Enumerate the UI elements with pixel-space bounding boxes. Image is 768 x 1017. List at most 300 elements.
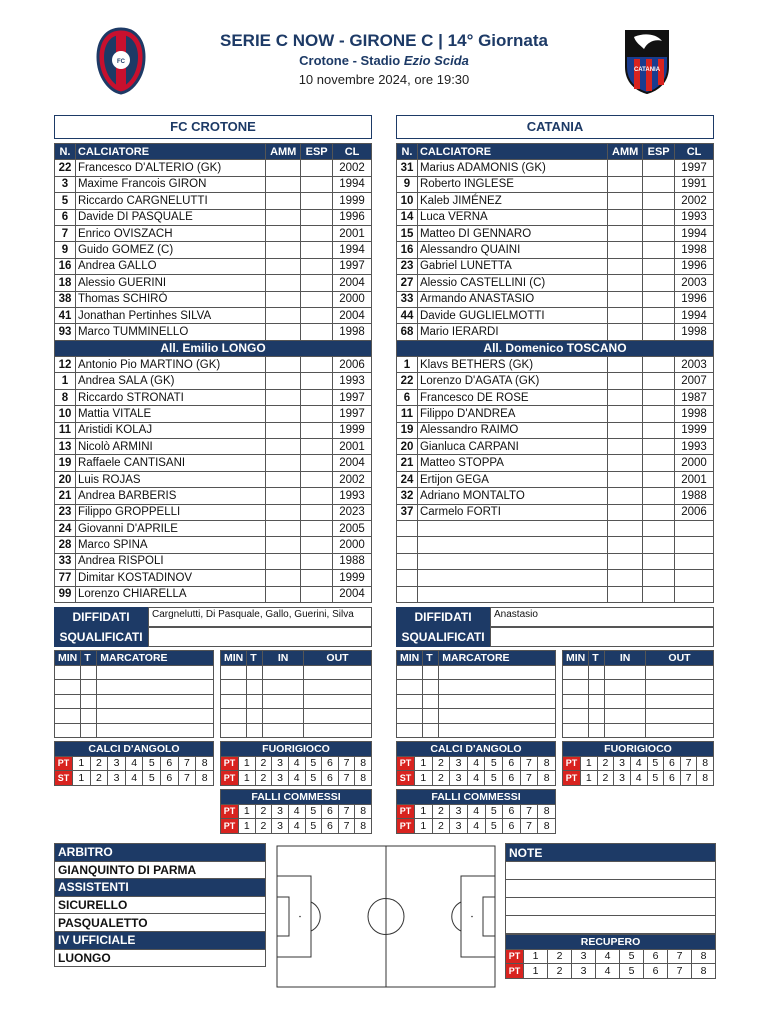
yellow-card-cell xyxy=(266,455,301,471)
col-marcatore: MARCATORE xyxy=(439,651,556,666)
player-number: 3 xyxy=(55,176,76,192)
count-cell: 5 xyxy=(485,804,503,819)
col-min: MIN xyxy=(563,651,589,666)
match-venue xyxy=(150,53,618,68)
player-row xyxy=(397,275,714,291)
player-name: Lorenzo CHIARELLA xyxy=(75,586,265,602)
yellow-card-cell xyxy=(608,307,643,323)
red-card-cell xyxy=(301,422,333,438)
count-cell: 5 xyxy=(143,771,161,786)
player-row xyxy=(397,422,714,438)
yellow-card-cell xyxy=(608,389,643,405)
count-cell: 1 xyxy=(415,819,433,834)
count-cell: 1 xyxy=(73,756,91,771)
away-diffidati-label: DIFFIDATI xyxy=(396,607,490,627)
count-cell: 8 xyxy=(538,771,556,786)
red-card-cell xyxy=(301,258,333,274)
yellow-card-cell xyxy=(266,357,301,373)
player-row xyxy=(55,291,372,307)
yellow-card-cell xyxy=(266,225,301,241)
player-number: 23 xyxy=(55,504,76,520)
home-diffidati-value: Cargnelutti, Di Pasquale, Gallo, Guerini, Silva xyxy=(148,607,372,627)
player-name: Klavs BETHERS (GK) xyxy=(417,357,607,373)
red-card-cell xyxy=(643,455,675,471)
player-name: Luis ROJAS xyxy=(75,471,265,487)
coach-row xyxy=(55,340,372,356)
birth-year xyxy=(675,586,714,602)
yellow-card-cell xyxy=(608,225,643,241)
player-name: Andrea GALLO xyxy=(75,258,265,274)
birth-year: 1994 xyxy=(675,307,714,323)
player-row xyxy=(55,422,372,438)
match-date: 10 novembre 2024, ore 19:30 xyxy=(298,72,470,87)
col-min: MIN xyxy=(55,651,81,666)
player-name xyxy=(417,570,607,586)
roster-header xyxy=(397,144,714,160)
away-goals-table xyxy=(396,650,556,738)
red-card-cell xyxy=(301,373,333,389)
col-t: T xyxy=(589,651,605,666)
player-number: 24 xyxy=(397,471,418,487)
iv-ufficiale-name: LUONGO xyxy=(55,949,266,967)
grid-title: FUORIGIOCO xyxy=(221,742,372,757)
count-cell: 4 xyxy=(596,964,620,979)
period-label: PT xyxy=(397,804,415,819)
red-card-cell xyxy=(301,193,333,209)
player-number: 44 xyxy=(397,307,418,323)
col-marcatore: MARCATORE xyxy=(97,651,214,666)
player-row xyxy=(397,193,714,209)
player-number: 41 xyxy=(55,307,76,323)
player-name xyxy=(417,553,607,569)
count-cell: 7 xyxy=(520,756,538,771)
birth-year: 2004 xyxy=(333,586,372,602)
yellow-card-cell xyxy=(608,586,643,602)
roster-header xyxy=(55,144,372,160)
birth-year: 1999 xyxy=(333,422,372,438)
grid-row xyxy=(563,756,714,771)
red-card-cell xyxy=(301,324,333,340)
player-row xyxy=(397,160,714,176)
player-row xyxy=(397,357,714,373)
red-card-cell xyxy=(301,471,333,487)
count-cell: 6 xyxy=(503,819,521,834)
player-number: 19 xyxy=(397,422,418,438)
birth-year: 2002 xyxy=(333,471,372,487)
col-min: MIN xyxy=(397,651,423,666)
match-title: SERIE C NOW - GIRONE C | 14° Giornata xyxy=(220,31,548,50)
yellow-card-cell xyxy=(266,160,301,176)
birth-year: 1998 xyxy=(333,324,372,340)
count-cell: 5 xyxy=(305,771,322,786)
player-name: Nicolò ARMINI xyxy=(75,439,265,455)
svg-text:FC: FC xyxy=(117,59,125,65)
birth-year: 1998 xyxy=(675,406,714,422)
count-cell: 6 xyxy=(322,756,339,771)
yellow-card-cell xyxy=(608,422,643,438)
count-cell: 1 xyxy=(524,964,548,979)
birth-year: 1998 xyxy=(675,324,714,340)
red-card-cell xyxy=(301,553,333,569)
player-row xyxy=(55,225,372,241)
red-card-cell xyxy=(301,586,333,602)
yellow-card-cell xyxy=(266,439,301,455)
red-card-cell xyxy=(301,357,333,373)
count-cell: 7 xyxy=(178,771,196,786)
away-squalificati-label: SQUALIFICATI xyxy=(396,627,490,647)
player-number: 15 xyxy=(397,225,418,241)
away-subs-table xyxy=(562,650,714,738)
player-row xyxy=(55,586,372,602)
count-cell: 3 xyxy=(272,771,289,786)
yellow-card-cell xyxy=(266,324,301,340)
player-number: 24 xyxy=(55,520,76,536)
col-number: N. xyxy=(55,144,76,160)
red-card-cell xyxy=(643,389,675,405)
home-team-name: FC CROTONE xyxy=(54,115,372,139)
col-in: IN xyxy=(605,651,646,666)
red-card-cell xyxy=(301,225,333,241)
player-number: 1 xyxy=(55,373,76,389)
player-row xyxy=(55,520,372,536)
count-cell: 6 xyxy=(644,949,668,964)
grid-row xyxy=(221,771,372,786)
grid-title-row xyxy=(221,742,372,757)
yellow-card-cell xyxy=(608,242,643,258)
red-card-cell xyxy=(301,406,333,422)
player-row xyxy=(55,209,372,225)
home-squalificati-label: SQUALIFICATI xyxy=(54,627,148,647)
count-cell: 1 xyxy=(524,949,548,964)
count-cell: 2 xyxy=(597,771,614,786)
player-name: Roberto INGLESE xyxy=(417,176,607,192)
player-number: 37 xyxy=(397,504,418,520)
red-card-cell xyxy=(643,160,675,176)
count-cell: 2 xyxy=(548,949,572,964)
player-name: Francesco DE ROSE xyxy=(417,389,607,405)
player-name: Davide DI PASQUALE xyxy=(75,209,265,225)
count-cell: 8 xyxy=(196,756,214,771)
player-row xyxy=(55,160,372,176)
count-cell: 4 xyxy=(630,771,647,786)
player-number: 22 xyxy=(397,373,418,389)
grid-row xyxy=(55,756,214,771)
away-squalificati-value xyxy=(490,627,714,647)
player-name xyxy=(417,586,607,602)
player-row xyxy=(55,307,372,323)
venue-prefix: Crotone - Stadio xyxy=(299,53,404,68)
col-cl: CL xyxy=(675,144,714,160)
col-player: CALCIATORE xyxy=(75,144,265,160)
red-card-cell xyxy=(643,258,675,274)
player-row xyxy=(397,488,714,504)
player-number: 33 xyxy=(55,553,76,569)
period-label: PT xyxy=(397,819,415,834)
birth-year: 1987 xyxy=(675,389,714,405)
player-number: 93 xyxy=(55,324,76,340)
coach-row xyxy=(397,340,714,356)
count-cell: 6 xyxy=(322,819,339,834)
player-name: Armando ANASTASIO xyxy=(417,291,607,307)
count-cell: 4 xyxy=(467,756,485,771)
grid-row xyxy=(397,804,556,819)
count-cell: 6 xyxy=(322,804,339,819)
yellow-card-cell xyxy=(266,570,301,586)
player-name: Alessio CASTELLINI (C) xyxy=(417,275,607,291)
yellow-card-cell xyxy=(608,373,643,389)
count-cell: 2 xyxy=(597,756,614,771)
yellow-card-cell xyxy=(608,209,643,225)
count-cell: 7 xyxy=(338,819,355,834)
col-amm: AMM xyxy=(266,144,301,160)
grid-row xyxy=(55,771,214,786)
player-name: Luca VERNA xyxy=(417,209,607,225)
grid-title-row xyxy=(563,742,714,757)
grid-row xyxy=(397,756,556,771)
player-number: 7 xyxy=(55,225,76,241)
count-cell: 3 xyxy=(272,804,289,819)
crotone-logo xyxy=(96,27,146,95)
yellow-card-cell xyxy=(608,193,643,209)
player-number: 14 xyxy=(397,209,418,225)
player-number: 77 xyxy=(55,570,76,586)
yellow-card-cell xyxy=(608,537,643,553)
yellow-card-cell xyxy=(608,357,643,373)
count-cell: 5 xyxy=(305,756,322,771)
col-number: N. xyxy=(397,144,418,160)
officials-table xyxy=(54,843,266,967)
col-player: CALCIATORE xyxy=(417,144,607,160)
red-card-cell xyxy=(643,324,675,340)
player-name: Davide GUGLIELMOTTI xyxy=(417,307,607,323)
birth-year: 2006 xyxy=(333,357,372,373)
assistenti-label: ASSISTENTI xyxy=(55,879,266,897)
count-cell: 6 xyxy=(503,804,521,819)
birth-year: 2004 xyxy=(333,275,372,291)
player-number: 18 xyxy=(55,275,76,291)
player-row xyxy=(55,193,372,209)
player-name: Raffaele CANTISANI xyxy=(75,455,265,471)
count-cell: 7 xyxy=(338,771,355,786)
count-cell: 3 xyxy=(450,819,468,834)
grid-title: FALLI COMMESSI xyxy=(221,790,372,805)
grid-title: FALLI COMMESSI xyxy=(397,790,556,805)
player-number: 32 xyxy=(397,488,418,504)
player-row xyxy=(397,553,714,569)
player-name: Andrea BARBERIS xyxy=(75,488,265,504)
red-card-cell xyxy=(301,291,333,307)
player-number xyxy=(397,520,418,536)
player-number: 31 xyxy=(397,160,418,176)
count-cell: 8 xyxy=(697,771,714,786)
col-out: OUT xyxy=(304,651,372,666)
yellow-card-cell xyxy=(266,520,301,536)
yellow-card-cell xyxy=(608,553,643,569)
count-cell: 5 xyxy=(485,756,503,771)
home-fouls-grid xyxy=(220,789,372,834)
player-name: Marius ADAMONIS (GK) xyxy=(417,160,607,176)
col-t: T xyxy=(81,651,97,666)
player-number: 11 xyxy=(397,406,418,422)
count-cell: 1 xyxy=(415,771,433,786)
birth-year: 2002 xyxy=(675,193,714,209)
birth-year: 2004 xyxy=(333,455,372,471)
player-name: Alessandro RAIMO xyxy=(417,422,607,438)
birth-year: 2001 xyxy=(333,225,372,241)
player-number: 16 xyxy=(55,258,76,274)
count-cell: 6 xyxy=(644,964,668,979)
player-name: Carmelo FORTI xyxy=(417,504,607,520)
notes-table xyxy=(505,843,716,934)
player-name: Mario IERARDI xyxy=(417,324,607,340)
player-row xyxy=(397,439,714,455)
count-cell: 8 xyxy=(196,771,214,786)
player-name: Filippo GROPPELLI xyxy=(75,504,265,520)
player-name: Marco TUMMINELLO xyxy=(75,324,265,340)
yellow-card-cell xyxy=(266,406,301,422)
player-name: Filippo D'ANDREA xyxy=(417,406,607,422)
period-label: ST xyxy=(55,771,73,786)
period-label: PT xyxy=(397,756,415,771)
yellow-card-cell xyxy=(608,275,643,291)
assistente-1: SICURELLO xyxy=(55,896,266,914)
red-card-cell xyxy=(643,406,675,422)
player-number: 12 xyxy=(55,357,76,373)
player-number: 5 xyxy=(55,193,76,209)
player-row xyxy=(397,586,714,602)
home-squalificati-value xyxy=(148,627,372,647)
yellow-card-cell xyxy=(266,488,301,504)
recupero-grid xyxy=(505,934,716,979)
player-name: Enrico OVISZACH xyxy=(75,225,265,241)
red-card-cell xyxy=(643,209,675,225)
birth-year: 1994 xyxy=(333,176,372,192)
count-cell: 2 xyxy=(432,756,450,771)
player-row xyxy=(55,258,372,274)
count-cell: 4 xyxy=(467,771,485,786)
grid-row xyxy=(563,771,714,786)
red-card-cell xyxy=(643,291,675,307)
player-name: Marco SPINA xyxy=(75,537,265,553)
count-cell: 7 xyxy=(178,756,196,771)
birth-year: 2000 xyxy=(333,537,372,553)
period-label: PT xyxy=(506,949,524,964)
count-cell: 1 xyxy=(415,804,433,819)
player-name: Maxime Francois GIRON xyxy=(75,176,265,192)
count-cell: 1 xyxy=(581,756,598,771)
yellow-card-cell xyxy=(608,455,643,471)
red-card-cell xyxy=(301,570,333,586)
count-cell: 8 xyxy=(355,819,372,834)
player-row xyxy=(55,406,372,422)
player-row xyxy=(55,275,372,291)
count-cell: 8 xyxy=(355,771,372,786)
player-number: 22 xyxy=(55,160,76,176)
count-cell: 1 xyxy=(239,819,256,834)
player-name: Jonathan Pertinhes SILVA xyxy=(75,307,265,323)
count-cell: 7 xyxy=(668,949,692,964)
count-cell: 6 xyxy=(322,771,339,786)
player-number: 6 xyxy=(55,209,76,225)
col-out: OUT xyxy=(646,651,714,666)
player-name: Matteo STOPPA xyxy=(417,455,607,471)
col-cl: CL xyxy=(333,144,372,160)
player-name: Francesco D'ALTERIO (GK) xyxy=(75,160,265,176)
venue-name: Ezio Scida xyxy=(403,53,469,68)
yellow-card-cell xyxy=(266,275,301,291)
count-cell: 2 xyxy=(255,756,272,771)
period-label: PT xyxy=(221,771,239,786)
player-row xyxy=(397,389,714,405)
count-cell: 2 xyxy=(432,804,450,819)
red-card-cell xyxy=(643,307,675,323)
player-name: Kaleb JIMÉNEZ xyxy=(417,193,607,209)
red-card-cell xyxy=(643,488,675,504)
grid-row xyxy=(221,819,372,834)
player-number: 1 xyxy=(397,357,418,373)
count-cell: 5 xyxy=(305,804,322,819)
assistente-2: PASQUALETTO xyxy=(55,914,266,932)
home-subs-table xyxy=(220,650,372,738)
home-offside-grid xyxy=(220,741,372,786)
birth-year: 2023 xyxy=(333,504,372,520)
grid-row xyxy=(221,756,372,771)
player-number: 38 xyxy=(55,291,76,307)
coach-name: All. Emilio LONGO xyxy=(55,340,372,356)
count-cell: 2 xyxy=(255,804,272,819)
count-cell: 5 xyxy=(485,771,503,786)
birth-year: 1996 xyxy=(675,258,714,274)
yellow-card-cell xyxy=(266,258,301,274)
player-name: Alessandro QUAINI xyxy=(417,242,607,258)
grid-title: FUORIGIOCO xyxy=(563,742,714,757)
birth-year: 2006 xyxy=(675,504,714,520)
col-esp: ESP xyxy=(301,144,333,160)
red-card-cell xyxy=(643,553,675,569)
away-fouls-grid xyxy=(396,789,556,834)
player-name: Dimitar KOSTADINOV xyxy=(75,570,265,586)
count-cell: 6 xyxy=(161,771,179,786)
birth-year: 2002 xyxy=(333,160,372,176)
player-row xyxy=(55,570,372,586)
birth-year: 1996 xyxy=(333,209,372,225)
player-number: 20 xyxy=(397,439,418,455)
birth-year xyxy=(675,520,714,536)
player-name: Alessio GUERINI xyxy=(75,275,265,291)
count-cell: 8 xyxy=(355,756,372,771)
birth-year: 2001 xyxy=(333,439,372,455)
red-card-cell xyxy=(301,520,333,536)
player-row xyxy=(55,504,372,520)
player-number: 21 xyxy=(55,488,76,504)
red-card-cell xyxy=(643,586,675,602)
count-cell: 3 xyxy=(614,756,631,771)
count-cell: 3 xyxy=(108,771,126,786)
player-name: Ertijon GEGA xyxy=(417,471,607,487)
yellow-card-cell xyxy=(266,307,301,323)
birth-year: 1993 xyxy=(675,439,714,455)
player-row xyxy=(55,373,372,389)
count-cell: 1 xyxy=(73,771,91,786)
player-number: 27 xyxy=(397,275,418,291)
player-number: 13 xyxy=(55,439,76,455)
yellow-card-cell xyxy=(266,373,301,389)
count-cell: 3 xyxy=(272,819,289,834)
yellow-card-cell xyxy=(266,193,301,209)
count-cell: 3 xyxy=(450,804,468,819)
player-number: 10 xyxy=(397,193,418,209)
count-cell: 4 xyxy=(125,756,143,771)
